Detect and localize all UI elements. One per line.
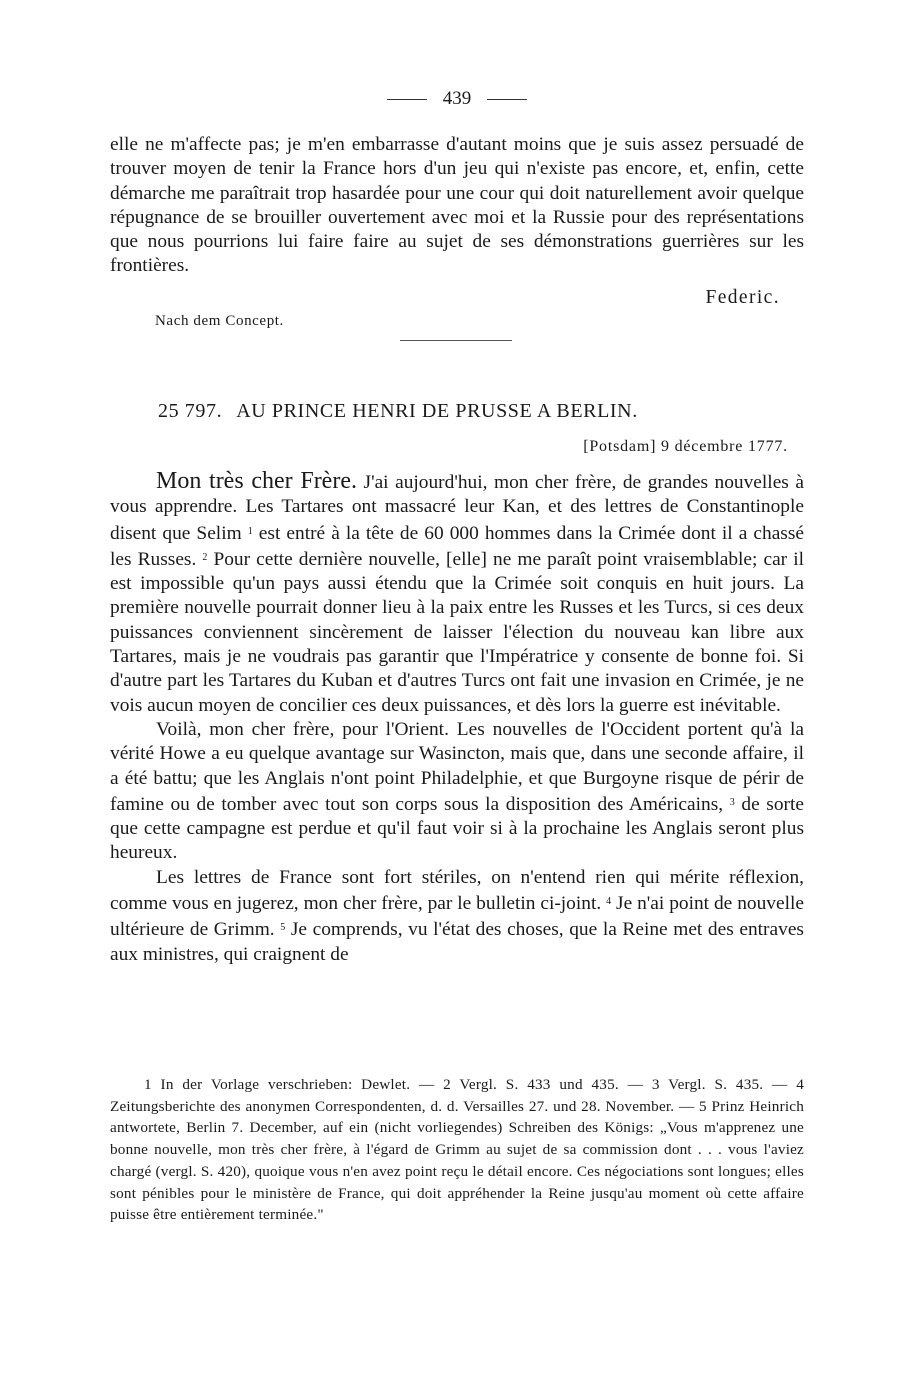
page-number: 439 [442, 88, 472, 109]
footnote-text: 1 In der Vorlage verschrieben: Dewlet. — 2 Vergl. S. 433 und 435. — 3 Vergl. S. 435. — 4 Zeitungsberichte des anonymen Correspondenten, d. d. Versailles 27. und 28. November. — 5 Prinz Heinrich antwortete, Berlin 7. December, auf ein (nicht vorliegendes) Schreiben des Königs: „Vous m'apprenez une bonne nouvelle, mon très cher frère, à l'égard de Grimm au sujet de sa commission dont . . . vous l'aviez chargé (vergl. S. 420), quoique vous n'en avez point reçu le détail encore. Ces négociations sont longues; elles sont pénibles pour le ministère de France, qui doit appréhender la Reine jusqu'au moment où cette affaire puisse être entièrement terminée." [110, 1076, 804, 1224]
salutation: Mon très cher Frère. [156, 468, 357, 494]
footnote-ref: 4 [606, 896, 612, 908]
page-number-header [110, 88, 804, 110]
source-note: Nach dem Concept. [155, 313, 284, 329]
paragraph-3-text-a: Les lettres de France sont fort stériles, on n'entend rien qui mérite réflexion, comme vous en jugerez, mon cher frère, par le bulletin ci-joint. [110, 866, 804, 915]
letter-body [110, 469, 804, 967]
section-divider [400, 340, 512, 341]
footnote-ref: 1 [247, 525, 253, 537]
paragraph-3-text-c: Je comprends, vu l'état des choses, que la Reine met des entraves aux ministres, qui craignent de [110, 919, 804, 965]
paragraph-2-text-a: Voilà, mon cher frère, pour l'Orient. Les nouvelles de l'Occident portent qu'à la vérité Howe a eu quelque avantage sur Wasincton, mais que, dans une seconde affaire, il a été battu; que les Anglais n'ont point Philadelphie, et que Burgoyne risque de périr de famine ou de tomber avec tout son corps sous la disposition des Américains, [110, 718, 804, 815]
paragraph-1 [110, 469, 804, 718]
folio-dash-right [487, 99, 527, 100]
footnotes [110, 1074, 804, 1226]
paragraph-2 [110, 718, 804, 866]
paragraph-3 [110, 866, 804, 967]
letter-number: 25 797. [158, 400, 223, 422]
letter-heading [158, 400, 638, 423]
signature: Federic. [705, 287, 780, 308]
paragraph-1-text-c: Pour cette dernière nouvelle, [elle] ne me paraît point vraisemblable; car il est impossible qu'un pays aussi étendu que la Crimée soit conquis en huit jours. La première nouvelle pourrait donner lieu à la paix entre les Russes et les Turcs, si ces deux puissances conviennent sincèrement de laisser l'élection du nouveau kan libre aux Tartares, mais je ne voudrais pas garantir que l'Impératrice y consente de bonne foi. Si d'autre part les Tartares du Kuban et d'autres Turcs ont fait une invasion en Crimée, je ne vois aucun moyen de concilier ces deux puissances, et dès lors la guerre est inévitable. [110, 548, 804, 716]
letter-title: AU PRINCE HENRI DE PRUSSE A BERLIN. [236, 400, 638, 422]
paragraph-1-text-a: J'ai aujourd'hui, mon cher frère, de grandes nouvelles à vous apprendre. Les Tartares ont massacré leur Kan, et des lettres de Constantinople disent que Selim [110, 472, 804, 544]
paragraph-1-text-b: est entré à la tête de 60 000 hommes dans la Crimée dont il a chassé les Russes. [110, 522, 804, 570]
paragraph-2-text-b: de sorte que cette campagne est perdue et qu'il faut voir si à la prochaine les Anglais seront plus heureux. [110, 793, 804, 864]
footnote-ref: 5 [280, 922, 286, 934]
footnote-ref: 2 [202, 551, 208, 563]
folio-dash-left [387, 99, 427, 100]
continued-paragraph: elle ne m'affecte pas; je m'en embarrasse d'autant moins que je suis assez persuadé de trouver moyen de tenir la France hors d'un jeu qui n'existe pas encore, et, enfin, cette démarche me paraîtrait trop hasardée pour une cour qui doit naturellement avoir quelque répugnance de se brouiller ouvertement avec moi et la Russie pour des représentations que nous pourrions lui faire faire au sujet de ses démonstrations guerrières sur les frontières. [110, 134, 804, 277]
footnote-ref: 3 [729, 796, 735, 808]
letter-dateline: [Potsdam] 9 décembre 1777. [583, 438, 788, 455]
paragraph-3-text-b: Je n'ai point de nouvelle ultérieure de Grimm. [110, 893, 804, 941]
